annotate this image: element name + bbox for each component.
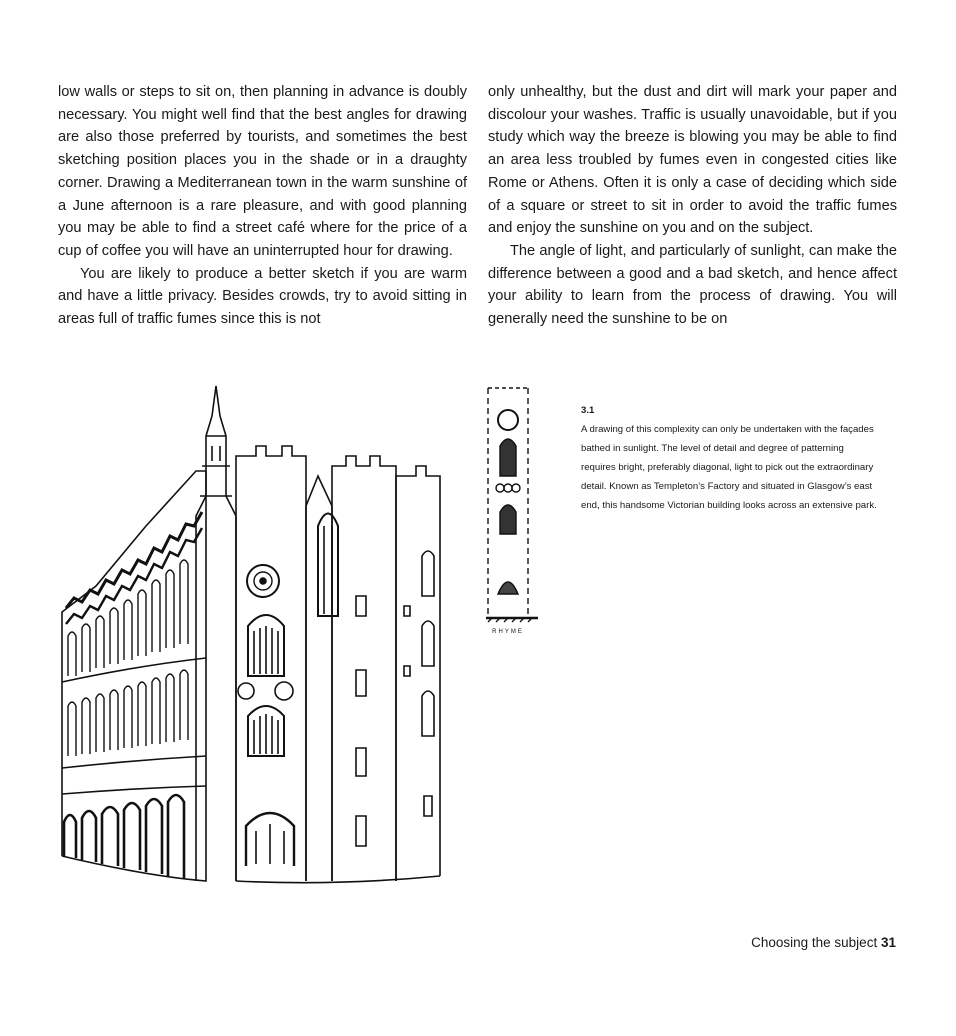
- paragraph: You are likely to produce a better sketch if you are warm and have a little privacy. Besides crowds, try to avoid sitting in areas full of traffic fumes since this is not: [58, 265, 467, 328]
- paragraph: only unhealthy, but the dust and dirt will mark your paper and discolour your washes. Traffic is usually unavoidable, but if you study which way the breeze is blowing you may be able to find an area less troubled by fumes even in congested cities like Rome or Athens. Often it is only a case of deciding which side of a square or street to sit in order to avoid the traffic fumes and enjoy the sunshine on you and on the subject.: [488, 84, 897, 237]
- building-drawing: [56, 376, 456, 910]
- text-column-left: [58, 81, 467, 331]
- page-footer: [700, 935, 896, 950]
- running-footer-title: Choosing the subject: [751, 935, 878, 950]
- sketch-label: RHYME: [492, 629, 524, 635]
- caption-text: A drawing of this complexity can only be undertaken with the façades bathed in sunlight. The level of detail and degree of patterning requires bright, preferably diagonal, light to pick out the extraordinary detail. Known as Templeton’s Factory and situated in Glasgow’s east end, this handsome Victorian building looks across an extensive park.: [581, 424, 877, 511]
- paragraph: low walls or steps to sit on, then planning in advance is doubly necessary. You might well find that the best angles for drawing are also those preferred by tourists, and sometimes the best sketching position places you in the shade or in a draughty corner. Drawing a Mediterranean town in the warm sunshine of a June afternoon is a rare pleasure, and with good planning you may be able to find a street café where for the price of a cup of coffee you will have an uninterrupted hour for drawing.: [58, 84, 467, 259]
- figure-number: 3.1: [581, 405, 595, 416]
- paragraph: The angle of light, and particularly of sunlight, can make the difference between a good and a bad sketch, and hence affect your ability to learn from the process of drawing. You will generally need the sunshine to be on: [488, 242, 897, 328]
- page-number: 31: [880, 935, 896, 950]
- text-column-right: [488, 81, 897, 331]
- figure-caption: [581, 401, 881, 515]
- column-sketch: [482, 384, 546, 640]
